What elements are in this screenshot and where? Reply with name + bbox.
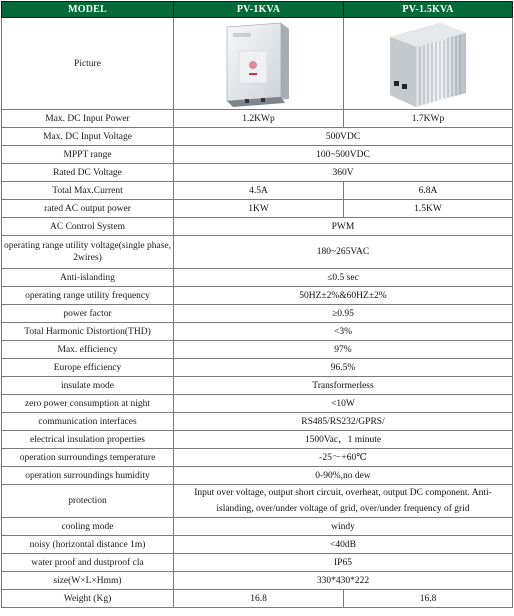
spec-row [2,449,513,467]
spec-value: IP65 [174,554,513,572]
spec-label: Total Harmonic Distortion(THD) [2,323,174,341]
spec-label: electrical insulation properties [2,431,174,449]
spec-row [2,377,513,395]
spec-label: communication interfaces [2,413,174,431]
spec-value-2: 1.7KWp [344,110,513,128]
spec-row [2,287,513,305]
spec-value: Input over voltage, output short circuit, overheat, output DC component. Anti-islanding, over/under voltage of grid, over/under frequency of grid [174,485,513,518]
spec-label: power factor [2,305,174,323]
spec-value: 500VDC [174,128,513,146]
spec-value-2: 6.8A [344,182,513,200]
spec-label: zero power consumption at night [2,395,174,413]
spec-label: operation surroundings humidity [2,467,174,485]
model-1-header: PV-1KVA [174,2,344,18]
inverter-1-5kva-image [382,21,474,107]
spec-value: 100~500VDC [174,146,513,164]
spec-label: size(W×L×Hmm) [2,572,174,590]
spec-value: 96.5% [174,359,513,377]
spec-label: protection [2,485,174,518]
spec-row [2,590,513,608]
spec-label: Max. DC Input Voltage [2,128,174,146]
spec-row [2,110,513,128]
spec-row [2,431,513,449]
spec-label: noisy (horizontal distance 1m) [2,536,174,554]
spec-row [2,359,513,377]
spec-label: Max. DC Input Power [2,110,174,128]
model-header: MODEL [2,2,174,18]
spec-label: water proof and dustproof cla [2,554,174,572]
spec-label: MPPT range [2,146,174,164]
spec-value: 0-90%,no dew [174,467,513,485]
picture-row [2,18,513,110]
spec-value-1: 4.5A [174,182,344,200]
spec-row [2,218,513,236]
spec-label: AC Control System [2,218,174,236]
spec-label: Max. efficiency [2,341,174,359]
spec-value: windy [174,518,513,536]
spec-label: cooling mode [2,518,174,536]
spec-value-1: 1.2KWp [174,110,344,128]
spec-value: 1500Vac，1 minute [174,431,513,449]
picture-cell-1 [174,18,344,110]
picture-label: Picture [2,18,174,110]
spec-value: -25～+60℃ [174,449,513,467]
spec-row [2,572,513,590]
spec-row [2,467,513,485]
spec-table [1,1,513,608]
spec-row [2,236,513,269]
spec-label: operating range utility frequency [2,287,174,305]
spec-value: ≤0.5 sec [174,269,513,287]
spec-value-1: 16.8 [174,590,344,608]
spec-row [2,164,513,182]
spec-row [2,485,513,518]
spec-value-2: 1.5KW [344,200,513,218]
spec-row [2,413,513,431]
spec-label: Rated DC Voltage [2,164,174,182]
spec-value: 50HZ±2%&60HZ±2% [174,287,513,305]
spec-value: PWM [174,218,513,236]
inverter-1kva-image [219,21,299,107]
spec-row [2,323,513,341]
spec-row [2,269,513,287]
spec-row [2,395,513,413]
spec-label: insulate mode [2,377,174,395]
spec-value: <10W [174,395,513,413]
spec-row [2,341,513,359]
spec-value: 97% [174,341,513,359]
model-2-header: PV-1.5KVA [344,2,513,18]
spec-value: RS485/RS232/GPRS/ [174,413,513,431]
spec-value-1: 1KW [174,200,344,218]
spec-label: rated AC output power [2,200,174,218]
spec-label: operation surroundings temperature [2,449,174,467]
spec-label: Weight (Kg) [2,590,174,608]
spec-value: 360V [174,164,513,182]
spec-value: <3% [174,323,513,341]
spec-table-container [1,1,512,608]
spec-row [2,536,513,554]
spec-value: Transformerless [174,377,513,395]
spec-label: operating range utility voltage(single phase, 2wires) [2,236,174,269]
spec-value: <40dB [174,536,513,554]
spec-value-2: 16.8 [344,590,513,608]
spec-value: 330*430*222 [174,572,513,590]
header-row [2,2,513,18]
spec-label: Total Max.Current [2,182,174,200]
spec-label: Anti-islanding [2,269,174,287]
spec-row [2,146,513,164]
spec-value: ≥0.95 [174,305,513,323]
picture-cell-2 [344,18,513,110]
spec-row [2,200,513,218]
spec-row [2,518,513,536]
spec-value: 180~265VAC [174,236,513,269]
spec-row [2,128,513,146]
spec-row [2,305,513,323]
spec-row [2,182,513,200]
spec-row [2,554,513,572]
spec-label: Europe efficiency [2,359,174,377]
